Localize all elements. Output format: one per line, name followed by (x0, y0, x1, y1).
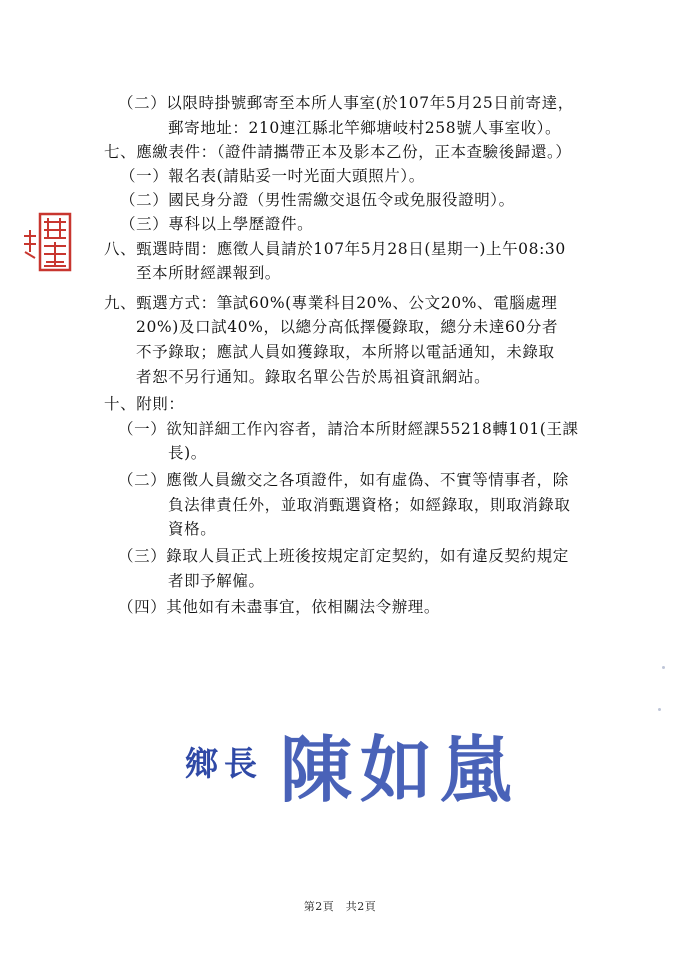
signature-name: 陳如嵐 (280, 727, 521, 812)
section-heading: 九、甄選方式：筆試60%(專業科目20%、公文20%、電腦處理 (104, 294, 558, 312)
text-line: 負法律責任外，並取消甄選資格；如經錄取，則取消錄取 (168, 496, 571, 514)
text-line: （四）其他如有未盡事宜，依相關法令辦理。 (118, 598, 441, 616)
text-line: （三）錄取人員正式上班後按規定訂定契約，如有違反契約規定 (118, 547, 569, 565)
text-line: （二）以限時掛號郵寄至本所人事室(於107年5月25日前寄達， (118, 94, 574, 112)
text-line: 資格。 (168, 520, 217, 538)
scan-speck (662, 666, 665, 669)
text-line: （三）專科以上學歷證件。 (120, 215, 314, 233)
text-line: （二）國民身分證（男性需繳交退伍令或免服役證明）。 (120, 191, 515, 209)
text-line: 長)。 (168, 444, 207, 462)
text-line: 至本所財經課報到。 (136, 264, 281, 282)
text-line: 者恕不另行通知。錄取名單公告於馬祖資訊網站。 (136, 368, 491, 386)
signature-title: 鄉長 (185, 744, 263, 783)
text-line: （一）報名表(請貼妥一吋光面大頭照片）。 (120, 167, 425, 185)
section-heading: 八、甄選時間：應徵人員請於107年5月28日(星期一)上午08:30 (104, 240, 566, 258)
section-heading: 十、附則： (104, 395, 185, 413)
red-seal-stamp-icon (22, 212, 72, 274)
text-line: 者即予解僱。 (168, 572, 265, 590)
page-number-footer: 第2頁 共2頁 (303, 900, 377, 913)
scan-speck (658, 708, 661, 711)
section-heading: 七、應繳表件：（證件請攜帶正本及影本乙份，正本查驗後歸還。） (104, 143, 572, 161)
text-line: 郵寄地址：210連江縣北竿鄉塘岐村258號人事室收）。 (168, 119, 562, 137)
text-line: （一）欲知詳細工作內容者，請洽本所財經課55218轉101(王課 (118, 420, 579, 438)
text-line: 20%)及口試40%，以總分高低擇優錄取，總分未達60分者 (136, 318, 559, 336)
text-line: 不予錄取；應試人員如獲錄取，本所將以電話通知，未錄取 (136, 343, 555, 361)
text-line: （二）應徵人員繳交之各項證件，如有虛偽、不實等情事者，除 (118, 471, 569, 489)
